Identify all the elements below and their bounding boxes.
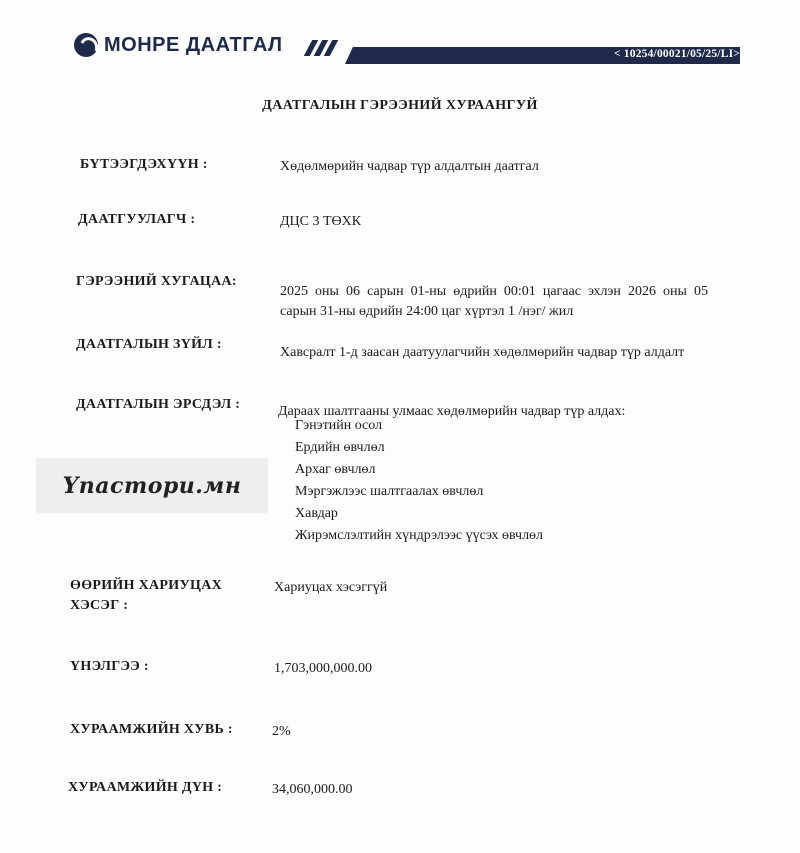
- deductible-value: Хариуцах хэсэггүй: [274, 580, 388, 595]
- logo-mark-icon: [74, 33, 98, 57]
- brand-name: МОНРЕ ДААТГАЛ: [104, 33, 283, 56]
- valuation-value: 1,703,000,000.00: [274, 661, 372, 676]
- risk-label: ДААТГАЛЫН ЭРСДЭЛ :: [76, 397, 241, 412]
- watermark-badge: [36, 458, 268, 513]
- company-logo: [74, 33, 283, 57]
- premium-amount-label: ХУРААМЖИЙН ДҮН :: [68, 780, 223, 795]
- subject-value: Хавсралт 1-д заасан даатуулагчийн хөдөлмөрийн чадвар түр алдалт: [280, 345, 685, 360]
- term-value: 2025 оны 06 сарын 01-ны өдрийн 00:01 цагаас эхлэн 2026 оны 05 сарын 31-ны өдрийн 24:00 цаг хүртэл 1 /нэг/ жил: [280, 284, 708, 319]
- document-title: ДААТГАЛЫН ГЭРЭЭНИЙ ХУРААНГУЙ: [262, 98, 538, 113]
- risk-item: Жирэмслэлтийн хүндрэлээс үүсэх өвчлөл: [295, 528, 544, 543]
- risk-item: Хавдар: [295, 506, 338, 521]
- header-slashes: [308, 40, 334, 56]
- premium-rate-label: ХУРААМЖИЙН ХУВЬ :: [70, 722, 233, 737]
- risk-intro: Дараах шалтгааны улмаас хөдөлмөрийн чадвар түр алдах:: [278, 404, 626, 419]
- valuation-label: ҮНЭЛГЭЭ :: [70, 659, 149, 674]
- product-value: Хөдөлмөрийн чадвар түр алдалтын даатгал: [280, 159, 539, 174]
- watermark-text: Ynacmopu.мн: [62, 472, 242, 499]
- premium-amount-value: 34,060,000.00: [272, 782, 353, 797]
- term-label: ГЭРЭЭНИЙ ХУГАЦАА:: [76, 274, 237, 289]
- risk-list: [295, 415, 543, 547]
- risk-item: Мэргэжлээс шалтгаалах өвчлөл: [295, 484, 484, 499]
- reference-code: < 10254/00021/05/25/LI>: [613, 48, 740, 60]
- subject-label: ДААТГАЛЫН ЗҮЙЛ :: [76, 337, 222, 352]
- insured-value: ДЦС 3 ТӨХК: [280, 214, 362, 229]
- product-label: БҮТЭЭГДЭХҮҮН :: [80, 157, 208, 172]
- risk-item: Ердийн өвчлөл: [295, 440, 385, 455]
- risk-item: Гэнэтийн осол: [295, 418, 383, 433]
- insured-label: ДААТГУУЛАГЧ :: [78, 212, 196, 227]
- deductible-label: ӨӨРИЙН ХАРИУЦАХ ХЭСЭГ :: [70, 578, 223, 613]
- premium-rate-value: 2%: [272, 724, 291, 739]
- risk-item: Архаг өвчлөл: [295, 462, 376, 477]
